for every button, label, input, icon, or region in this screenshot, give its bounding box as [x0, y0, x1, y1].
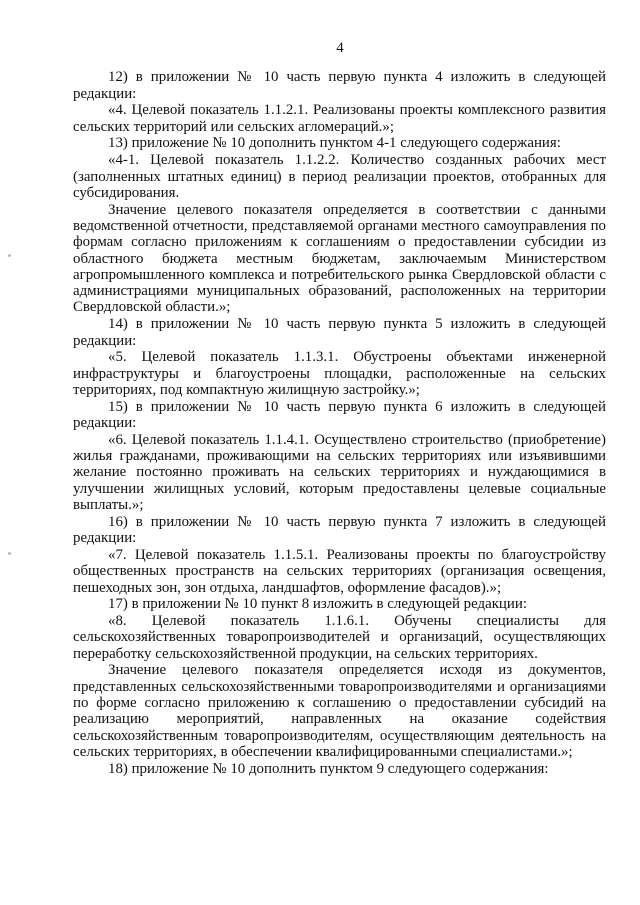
paragraph-quote-6: «6. Целевой показатель 1.1.4.1. Осуществлено строительство (приобретение) жилья гражданами, проживающими на сельских территориях или изъявившими желание постоянно проживать на сельских территориях и нуждающимися в улучшении жилищных условий, которым предоставлены целевые социальные выплаты.»; — [73, 431, 606, 514]
margin-mark — [8, 552, 11, 555]
paragraph-item-13: 13) приложение № 10 дополнить пунктом 4-1 следующего содержания: — [108, 135, 561, 152]
paragraph-quote-7: «7. Целевой показатель 1.1.5.1. Реализованы проекты по благоустройству общественных пространств на сельских территориях (организация освещения, пешеходных зон, зон отдыха, ландшафтов, оформление фасадов).»; — [73, 546, 606, 596]
paragraph-quote-4-1: «4-1. Целевой показатель 1.1.2.2. Количество созданных рабочих мест (заполненных штатных единиц) в период реализации проектов, отобранных для субсидирования. — [73, 152, 606, 201]
paragraph-item-12: 12) в приложении № 10 часть первую пункта 4 изложить в следующей редакции: — [73, 69, 606, 102]
page-number: 4 — [336, 40, 344, 56]
paragraph-item-15: 15) в приложении № 10 часть первую пункта 6 изложить в следующей редакции: — [73, 398, 606, 432]
paragraph-item-16: 16) в приложении № 10 часть первую пункта 7 изложить в следующей редакции: — [73, 513, 606, 547]
document-page — [73, 40, 606, 778]
paragraph-item-14: 14) в приложении № 10 часть первую пункта 5 изложить в следующей редакции: — [73, 316, 606, 349]
paragraph-indicator-value: Значение целевого показателя определяется в соответствии с данными ведомственной отчетности, представляемой органами местного самоуправления по формам согласно приложениям к соглашениям о предоставлении субсидии из областного бюджета местным бюджетам, заключаемым Министерством агропромышленного комплекса и потребительского рынка Свердловской области с администрациями муниципальных образований, расположенных на территории Свердловской области.»; — [73, 201, 606, 316]
paragraph-quote-8: «8. Целевой показатель 1.1.6.1. Обучены специалисты для сельскохозяйственных товаропроизводителей и организаций, осуществляющих переработку сельскохозяйственной продукции, на сельских территориях. — [73, 613, 606, 662]
paragraph-indicator-value-8: Значение целевого показателя определяется исходя из документов, представленных сельскохозяйственными товаропроизводителями и организациями по форме согласно приложению к соглашению о предоставлении субсидий на реализацию мероприятий, направленных на оказание содействия сельскохозяйственным товаропроизводителям, осуществляющим деятельность на сельских территориях, в обеспечении квалифицированными специалистами.»; — [73, 662, 606, 760]
paragraph-quote-5: «5. Целевой показатель 1.1.3.1. Обустроены объектами инженерной инфраструктуры и благоустроены площадки, расположенные на сельских территориях, под компактную жилищную застройку.»; — [73, 349, 606, 398]
paragraph-quote-4: «4. Целевой показатель 1.1.2.1. Реализованы проекты комплексного развития сельских территорий или сельских агломераций.»; — [73, 102, 606, 135]
paragraph-item-17: 17) в приложении № 10 пункт 8 изложить в следующей редакции: — [108, 596, 527, 613]
margin-mark — [8, 254, 11, 257]
paragraph-item-18: 18) приложение № 10 дополнить пунктом 9 следующего содержания: — [108, 760, 549, 777]
